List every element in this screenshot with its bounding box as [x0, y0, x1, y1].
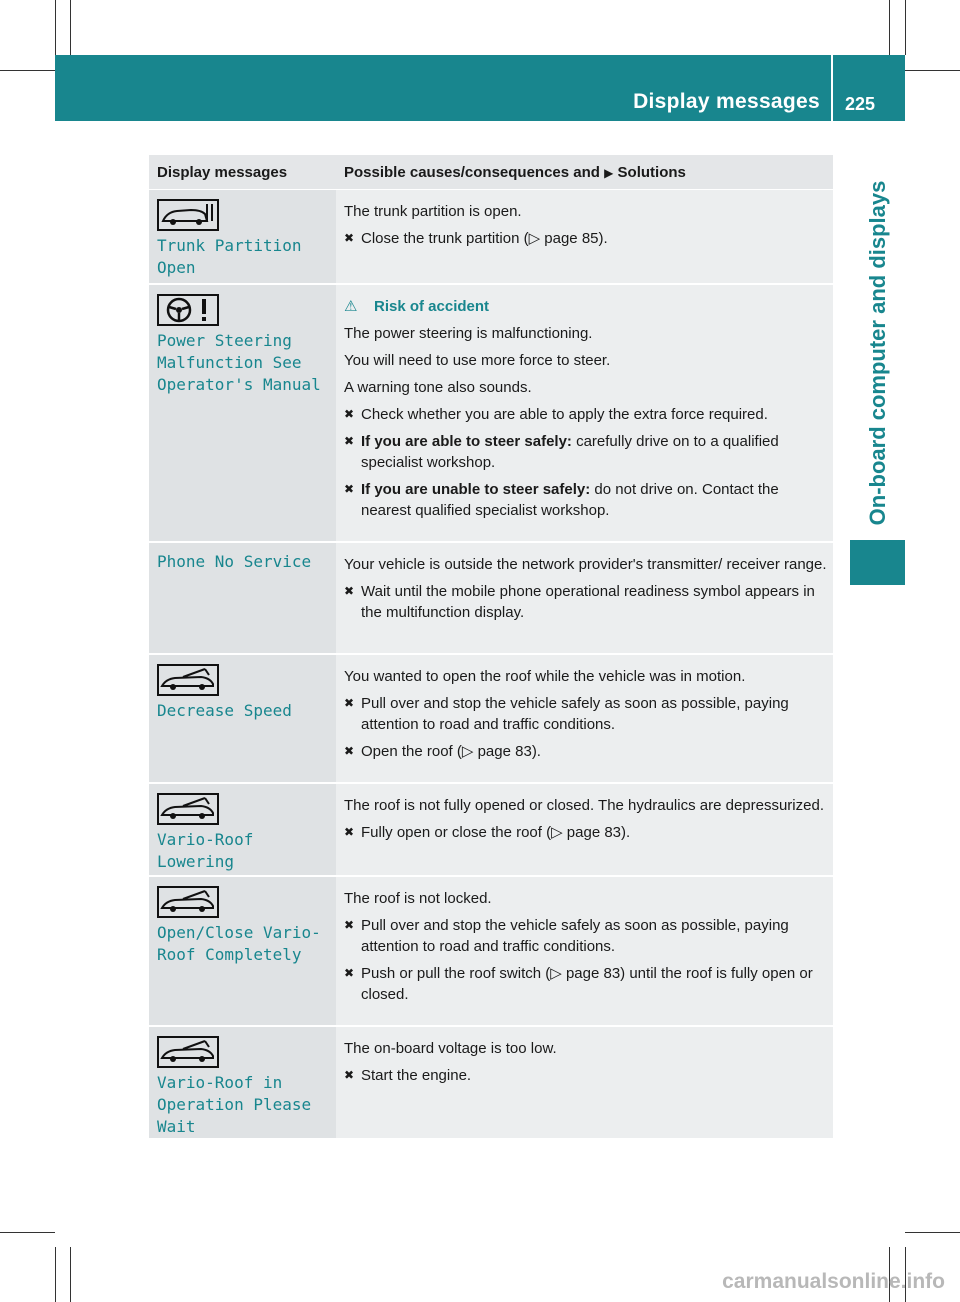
solution-step [344, 228, 827, 249]
cause-text: The trunk partition is open. [344, 203, 522, 220]
step-text: Check whether you are able to apply the extra force required. [361, 405, 768, 423]
solution-cell [336, 284, 833, 542]
display-message-cell [149, 190, 336, 284]
display-message-cell [149, 542, 336, 654]
section-side-title: On-board computer and displays [865, 180, 890, 526]
step-text: Pull over and stop the vehicle safely as soon as possible, paying attention to road and traffic conditions. [361, 916, 789, 955]
step-text: do not drive on. Contact the nearest qualified specialist workshop. [361, 480, 779, 519]
cause-text: The roof is not fully opened or closed. The hydraulics are depressurized. [344, 796, 824, 814]
table-row [149, 783, 833, 876]
step-arrow-icon: ✖ [344, 824, 355, 839]
power-steering-warning-icon [157, 294, 330, 328]
cause-text: The power steering is malfunctioning. [344, 324, 593, 342]
display-message-cell [149, 284, 336, 542]
solution-step [344, 431, 827, 473]
display-message-cell [149, 783, 336, 876]
crop-mark [905, 70, 960, 71]
column-header-solutions-label: Solutions [617, 164, 686, 181]
display-message-text: Phone No Service [157, 551, 312, 571]
table-header-row [149, 155, 833, 190]
solution-cell [336, 876, 833, 1026]
solution-step [344, 822, 827, 843]
cause-text: Your vehicle is outside the network provider's transmitter/ receiver range. [344, 555, 827, 573]
crop-mark [70, 1247, 71, 1302]
step-condition: If you are unable to steer safely: [361, 480, 591, 498]
step-arrow-icon: ✖ [344, 583, 355, 598]
step-arrow-icon: ✖ [344, 406, 355, 421]
crop-mark [55, 1247, 56, 1302]
display-message-text: Open/Close Vario- Roof Completely [157, 922, 321, 964]
table-row [149, 1026, 833, 1139]
crop-mark [0, 70, 55, 71]
column-header-display-messages: Display messages [149, 155, 336, 190]
step-arrow-icon: ✖ [344, 433, 355, 448]
crop-mark [55, 0, 56, 55]
display-message-cell [149, 876, 336, 1026]
step-arrow-icon: ✖ [344, 917, 355, 932]
convertible-roof-icon [157, 664, 330, 698]
column-header-solutions [336, 155, 833, 190]
display-message-cell [149, 1026, 336, 1139]
warning-text: Risk of accident [374, 297, 490, 315]
display-message-text: Power Steering Malfunction See Operator's Manual [157, 330, 321, 394]
step-arrow-icon: ✖ [344, 743, 355, 758]
solution-step [344, 963, 827, 1005]
convertible-roof-icon [157, 1036, 330, 1070]
table-row [149, 542, 833, 654]
step-text: carefully drive on to a qualified specialist workshop. [361, 432, 779, 471]
page-number: 225 [845, 94, 876, 114]
cause-text: You will need to use more force to steer. [344, 351, 611, 369]
solution-step [344, 404, 827, 425]
table-row [149, 284, 833, 542]
page-header-title: Display messages [633, 90, 820, 113]
table-row [149, 654, 833, 783]
solution-step [344, 1065, 827, 1086]
step-arrow-icon: ✖ [344, 1067, 355, 1082]
trunk-partition-icon [157, 199, 330, 233]
step-arrow-icon: ✖ [344, 231, 355, 245]
crop-mark [905, 1232, 960, 1233]
convertible-roof-icon [157, 886, 330, 920]
display-message-text: Vario-Roof in Operation Please Wait [157, 1072, 312, 1136]
solution-step [344, 693, 827, 735]
convertible-roof-icon [157, 793, 330, 827]
step-arrow-icon: ✖ [344, 965, 355, 980]
display-message-cell [149, 654, 336, 783]
column-header-causes: Possible causes/consequences and [344, 164, 600, 181]
solution-step [344, 479, 827, 521]
crop-mark [905, 0, 906, 55]
solution-cell [336, 654, 833, 783]
solution-step [344, 741, 827, 762]
solution-arrow-icon: ▶ [604, 166, 614, 180]
step-text: Open the roof (▷ page 83). [361, 742, 541, 760]
warning-triangle-icon: ⚠ [344, 297, 358, 315]
step-arrow-icon: ✖ [344, 695, 355, 710]
step-text: Close the trunk partition (▷ page 85). [361, 230, 608, 247]
section-tab-marker [850, 540, 905, 585]
display-message-text: Vario-Roof Lowering [157, 829, 254, 871]
solution-cell [336, 190, 833, 284]
cause-text: The on-board voltage is too low. [344, 1039, 557, 1057]
step-text: Fully open or close the roof (▷ page 83). [361, 823, 631, 841]
warning-heading [344, 296, 827, 317]
solution-cell [336, 542, 833, 654]
solution-cell [336, 783, 833, 876]
display-message-text: Trunk Partition Open [157, 236, 302, 277]
solution-step [344, 915, 827, 957]
header-divider [831, 55, 833, 121]
watermark-text: carmanualsonline.info [722, 1270, 945, 1293]
solution-cell [336, 1026, 833, 1139]
crop-mark [889, 0, 890, 55]
solution-step [344, 581, 827, 623]
step-text: Pull over and stop the vehicle safely as soon as possible, paying attention to road and traffic conditions. [361, 694, 789, 733]
cause-text: A warning tone also sounds. [344, 378, 532, 396]
step-arrow-icon: ✖ [344, 481, 355, 496]
step-condition: If you are able to steer safely: [361, 432, 572, 450]
crop-mark [70, 0, 71, 55]
cause-text: You wanted to open the roof while the vehicle was in motion. [344, 667, 746, 685]
table-row [149, 190, 833, 284]
display-message-text: Decrease Speed [157, 700, 292, 720]
cause-text: The roof is not locked. [344, 889, 492, 907]
display-messages-table [149, 155, 833, 1140]
step-text: Start the engine. [361, 1066, 472, 1084]
crop-mark [0, 1232, 55, 1233]
step-text: Push or pull the roof switch (▷ page 83) until the roof is fully open or closed. [361, 964, 813, 1003]
table-row [149, 876, 833, 1026]
step-text: Wait until the mobile phone operational readiness symbol appears in the multifunction display. [361, 582, 815, 621]
